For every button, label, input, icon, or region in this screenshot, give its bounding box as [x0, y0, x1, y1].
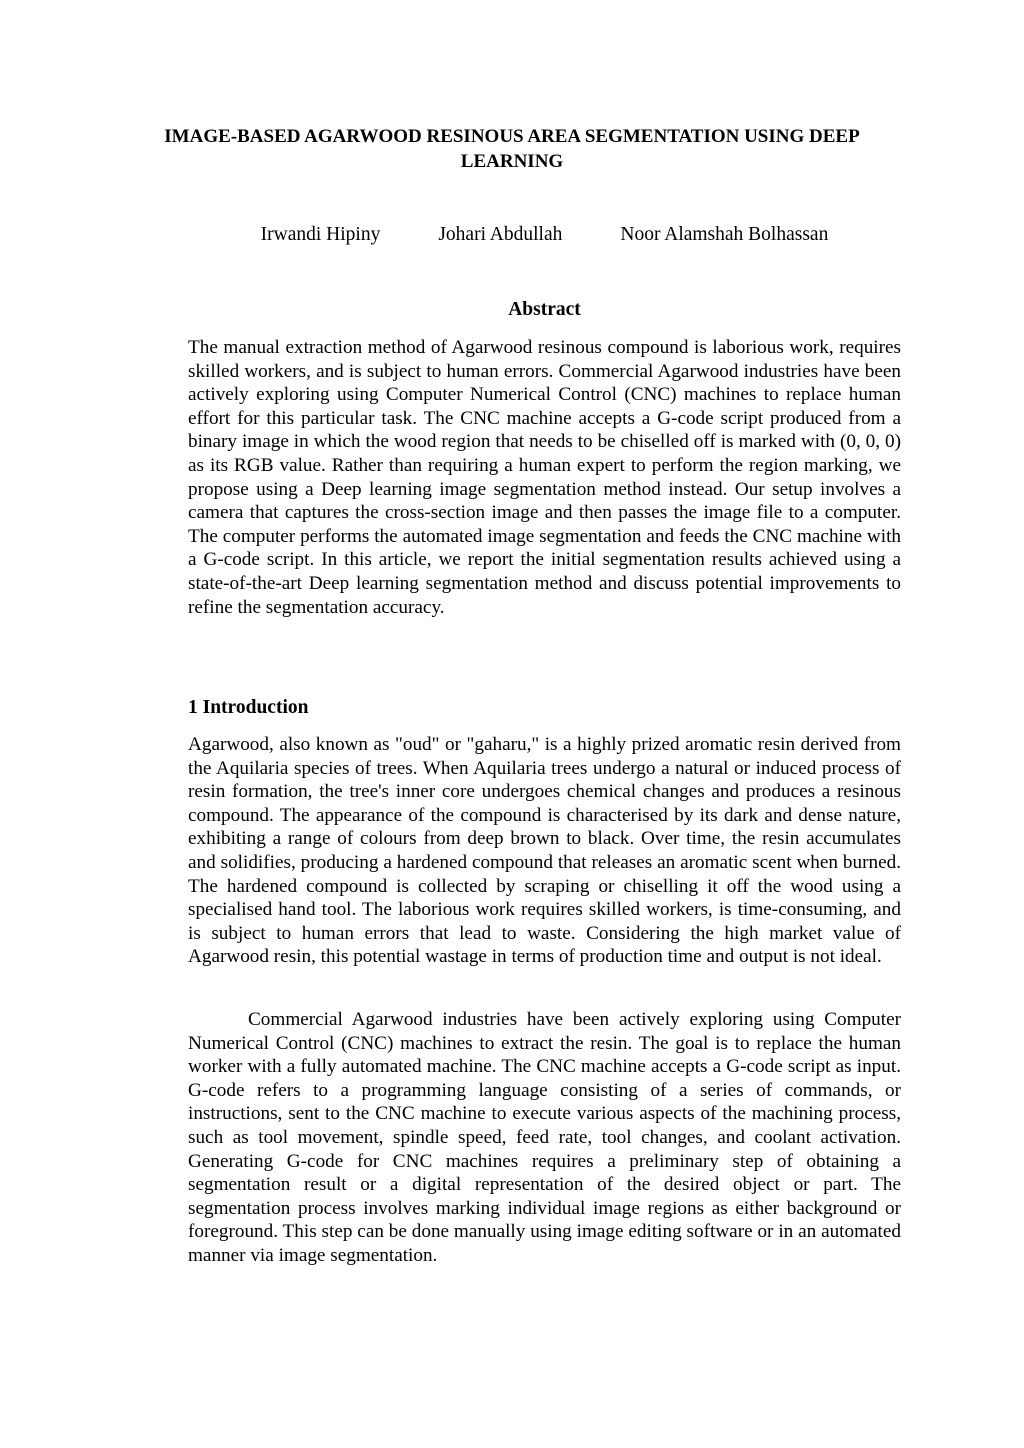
author-list: [188, 222, 901, 248]
abstract-heading: Abstract: [508, 299, 581, 320]
abstract-text: The manual extraction method of Agarwood resinous compound is laborious work, requires skilled workers, and is subject to human errors. Commercial Agarwood industries have been actively exploring using Computer Numerical Control (CNC) machines to replace human effort for this particular task. The CNC machine accepts a G-code script produced from a binary image in which the wood region that needs to be chiselled off is marked with (0, 0, 0) as its RGB value. Rather than requiring a human expert to perform the region marking, we propose using a Deep learning image segmentation method instead. Our setup involves a camera that captures the cross-section image and then passes the image file to a computer. The computer performs the automated image segmentation and feeds the CNC machine with a G-code script. In this article, we report the initial segmentation results achieved using a state-of-the-art Deep learning segmentation method and discuss potential improvements to refine the segmentation accuracy.: [188, 337, 901, 618]
author-name: Noor Alamshah Bolhassan: [620, 224, 829, 245]
paper-title: IMAGE-BASED AGARWOOD RESINOUS AREA SEGMENTATION USING DEEP LEARNING: [164, 126, 860, 172]
author-name: Johari Abdullah: [438, 224, 563, 245]
body-paragraph: Commercial Agarwood industries have been actively exploring using Computer Numerical Control (CNC) machines to extract the resin. The goal is to replace the human worker with a fully automated machine. The CNC machine accepts a G-code script as input. G-code refers to a programming language consisting of a series of commands, or instructions, sent to the CNC machine to execute various aspects of the machining process, such as tool movement, spindle speed, feed rate, tool changes, and coolant activation. Generating G-code for CNC machines requires a preliminary step of obtaining a segmentation result or a digital representation of the desired object or part. The segmentation process involves marking individual image regions as either background or foreground. This step can be done manually using image editing software or in an automated manner via image segmentation.: [188, 1009, 901, 1266]
section-heading: 1 Introduction: [188, 697, 309, 718]
author-name: Irwandi Hipiny: [260, 224, 381, 245]
body-paragraph: Agarwood, also known as "oud" or "gaharu," is a highly prized aromatic resin derived from the Aquilaria species of trees. When Aquilaria trees undergo a natural or induced process of resin formation, the tree's inner core undergoes chemical changes and produces a resinous compound. The appearance of the compound is characterised by its dark and dense nature, exhibiting a range of colours from deep brown to black. Over time, the resin accumulates and solidifies, producing a hardened compound that releases an aromatic scent when burned. The hardened compound is collected by scraping or chiselling it off the wood using a specialised hand tool. The laborious work requires skilled workers, is time-consuming, and is subject to human errors that lead to waste. Considering the high market value of Agarwood resin, this potential wastage in terms of production time and output is not ideal.: [188, 734, 901, 968]
